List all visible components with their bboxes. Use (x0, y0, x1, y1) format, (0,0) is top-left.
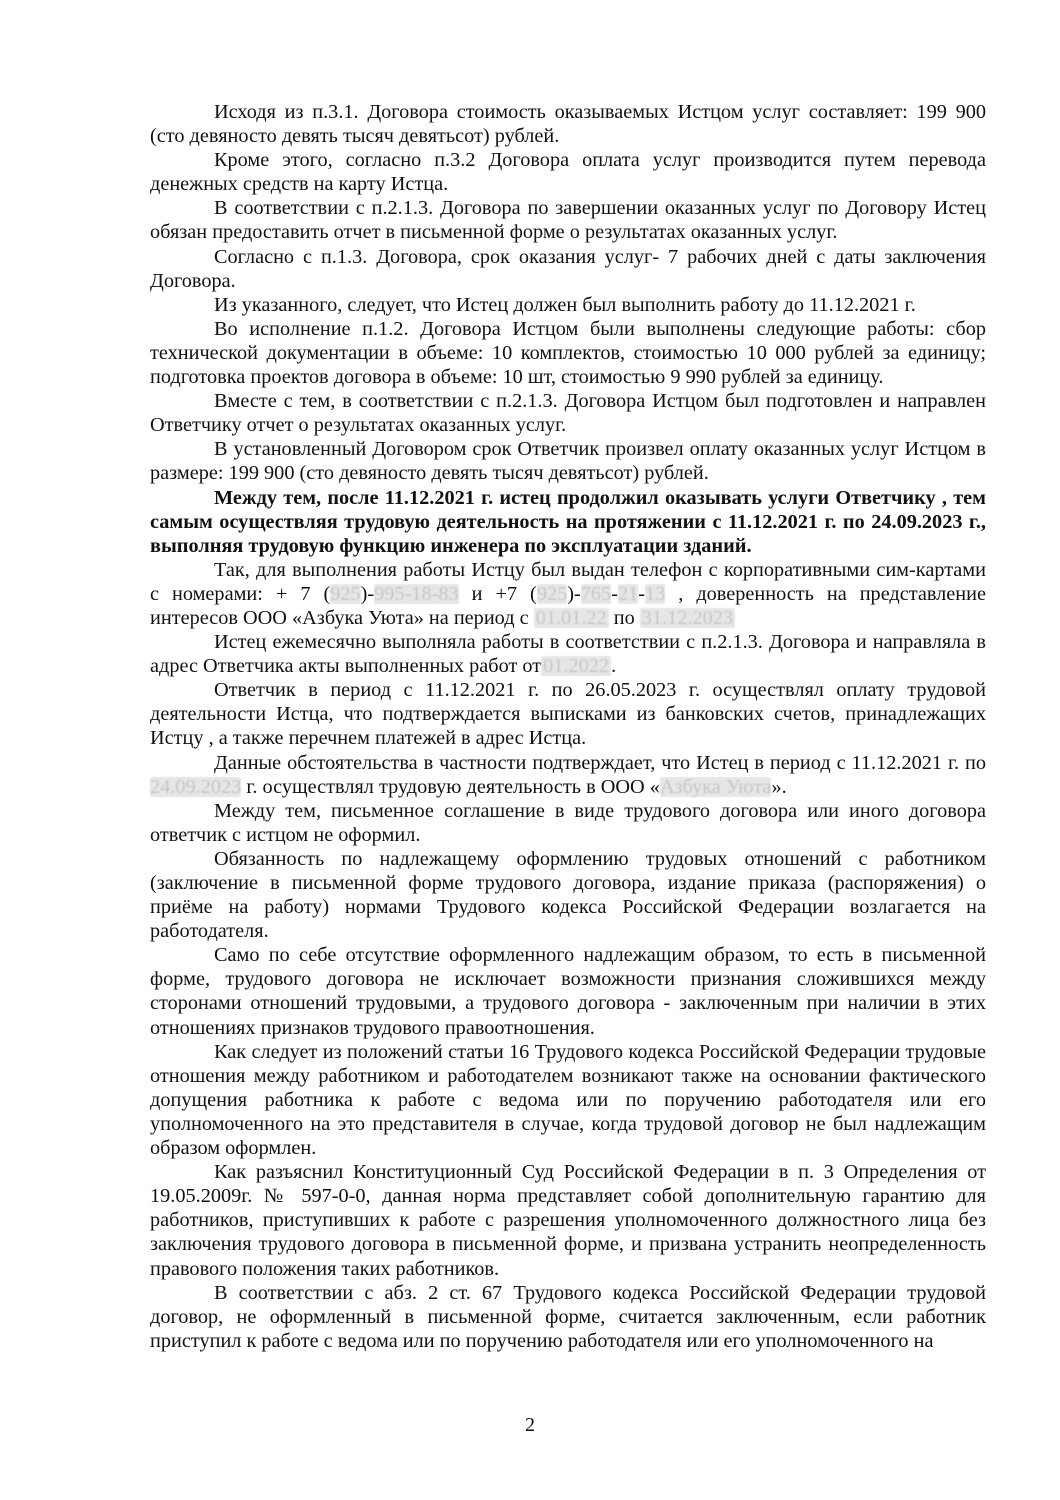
text-segment: . (611, 655, 617, 678)
page-number: 2 (525, 1414, 535, 1436)
paragraph-period (150, 751, 986, 799)
text-segment: по (608, 606, 640, 629)
redacted-text: 13 (645, 582, 666, 605)
text-segment: - (638, 582, 645, 605)
text-segment: Данные обстоятельства в частности подтверждает, что Истец в период с 11.12.2021 г. по (214, 751, 986, 774)
redacted-text: 24.09.2023 (150, 775, 242, 798)
redacted-text: 21 (617, 582, 639, 605)
paragraph: Исходя из п.3.1. Договора стоимость оказываемых Истцом услуг составляет: 199 900 (сто девяносто девять тысяч девятьсот) рублей. (150, 101, 986, 148)
document-body (150, 100, 986, 1353)
paragraph: Обязанность по надлежащему оформлению трудовых отношений с работником (заключение в письменной форме трудового договора, издание приказа (распоряжения) о приёме на работу) нормами Трудового кодекса Российской Федерации возлагается на работодателя. (150, 847, 986, 943)
text-segment: )- (360, 582, 375, 605)
paragraph-acts (150, 630, 986, 678)
paragraph: Как следует из положений статьи 16 Трудового кодекса Российской Федерации трудовые отношения между работником и работодателем возникают также на основании фактического допущения работника к работе с ведома или по поручению работодателя или его уполномоченного на это представителя в случае, когда трудовой договор не был надлежащим образом оформлен. (150, 1040, 986, 1160)
text-segment: Так, для выполнения работы Истцу был выдан телефон с корпоративными сим-картами с номерами: + 7 ( (150, 558, 986, 605)
redacted-text: 01.2022 (543, 655, 610, 678)
paragraph: Из указанного, следует, что Истец должен был выполнить работу до 11.12.2021 г. (214, 293, 916, 316)
paragraph: Само по себе отсутствие оформленного надлежащим образом, то есть в письменной форме, трудового договора не исключает возможности признания сложившихся между сторонами отношений трудовыми, а трудового договора - заключенным при наличии в этих отношениях признаков трудового правоотношения. (150, 944, 986, 1039)
redacted-text: 925 (330, 582, 361, 605)
text-segment: и +7 ( (458, 582, 537, 605)
redacted-text: 995-18-83 (374, 582, 459, 605)
paragraph-phone-numbers (150, 558, 986, 630)
text-segment: ». (771, 775, 787, 798)
bold-paragraph: Между тем, после 11.12.2021 г. истец продолжил оказывать услуги Ответчику , тем самым осуществляя трудовую деятельность на протяжении с 11.12.2021 г. по 24.09.2023 г., выполняя трудовую функцию инженера по эксплуатации зданий. (150, 486, 986, 557)
redacted-text: 765 (580, 582, 612, 605)
paragraph: Кроме этого, согласно п.3.2 Договора оплата услуг производится путем перевода денежных средств на карту Истца. (150, 149, 986, 196)
paragraph: Ответчик в период с 11.12.2021 г. по 26.05.2023 г. осуществлял оплату трудовой деятельности Истца, что подтверждается выписками из банковских счетов, принадлежащих Истцу , а также перечнем платежей в адрес Истца. (150, 679, 986, 750)
redacted-text: 31.12.2023 (641, 606, 734, 629)
redacted-text: Азбука Уюта (659, 775, 772, 798)
paragraph: Как разъяснил Конституционный Суд Российской Федерации в п. 3 Определения от 19.05.2009г. № 597-0-0, данная норма представляет собой дополнительную гарантию для работников, приступивших к работе с разрешения уполномоченного должностного лица без заключения трудового договора в письменной форме, и призвана устранить неопределенность правового положения таких работников. (150, 1161, 986, 1280)
text-segment: )- (567, 582, 581, 605)
paragraph: Во исполнение п.1.2. Договора Истцом были выполнены следующие работы: сбор технической документации в объеме: 10 комплектов, стоимостью 10 000 рублей за единицу; подготовка проектов договора в объеме: 10 шт, стоимостью 9 990 рублей за единицу. (150, 317, 986, 389)
text-segment: Истец ежемесячно выполняла работы в соответствии с п.2.1.3. Договора и направляла в адрес Ответчика акты выполненных работ от (150, 631, 986, 678)
text-segment: , доверенность на представление интересов ООО «Азбука Уюта» на период с (150, 582, 987, 629)
paragraph: Согласно с п.1.3. Договора, срок оказания услуг- 7 рабочих дней с даты заключения Договора. (150, 245, 986, 292)
paragraph: В соответствии с п.2.1.3. Договора по завершении оказанных услуг по Договору Истец обязан предоставить отчет в письменной форме о результатах оказанных услуг. (150, 197, 986, 244)
text-segment: - (611, 582, 618, 605)
paragraph: В установленный Договором срок Ответчик произвел оплату оказанных услуг Истцом в размере: 199 900 (сто девяносто девять тысяч девятьсот) рублей. (150, 438, 986, 485)
text-segment: г. осуществлял трудовую деятельность в ООО « (241, 775, 660, 798)
paragraph: В соответствии с абз. 2 ст. 67 Трудового кодекса Российской Федерации трудовой договор, не оформленный в письменной форме, считается заключенным, если работник приступил к работе с ведома или по поручению работодателя или его уполномоченного на (150, 1281, 986, 1352)
paragraph: Между тем, письменное соглашение в виде трудового договора или иного договора ответчик с истцом не оформил. (150, 799, 986, 846)
paragraph: Вместе с тем, в соответствии с п.2.1.3. Договора Истцом был подготовлен и направлен Ответчику отчет о результатах оказанных услуг. (150, 390, 986, 437)
redacted-text: 925 (536, 582, 568, 605)
redacted-text: 01.01.22 (535, 606, 607, 629)
